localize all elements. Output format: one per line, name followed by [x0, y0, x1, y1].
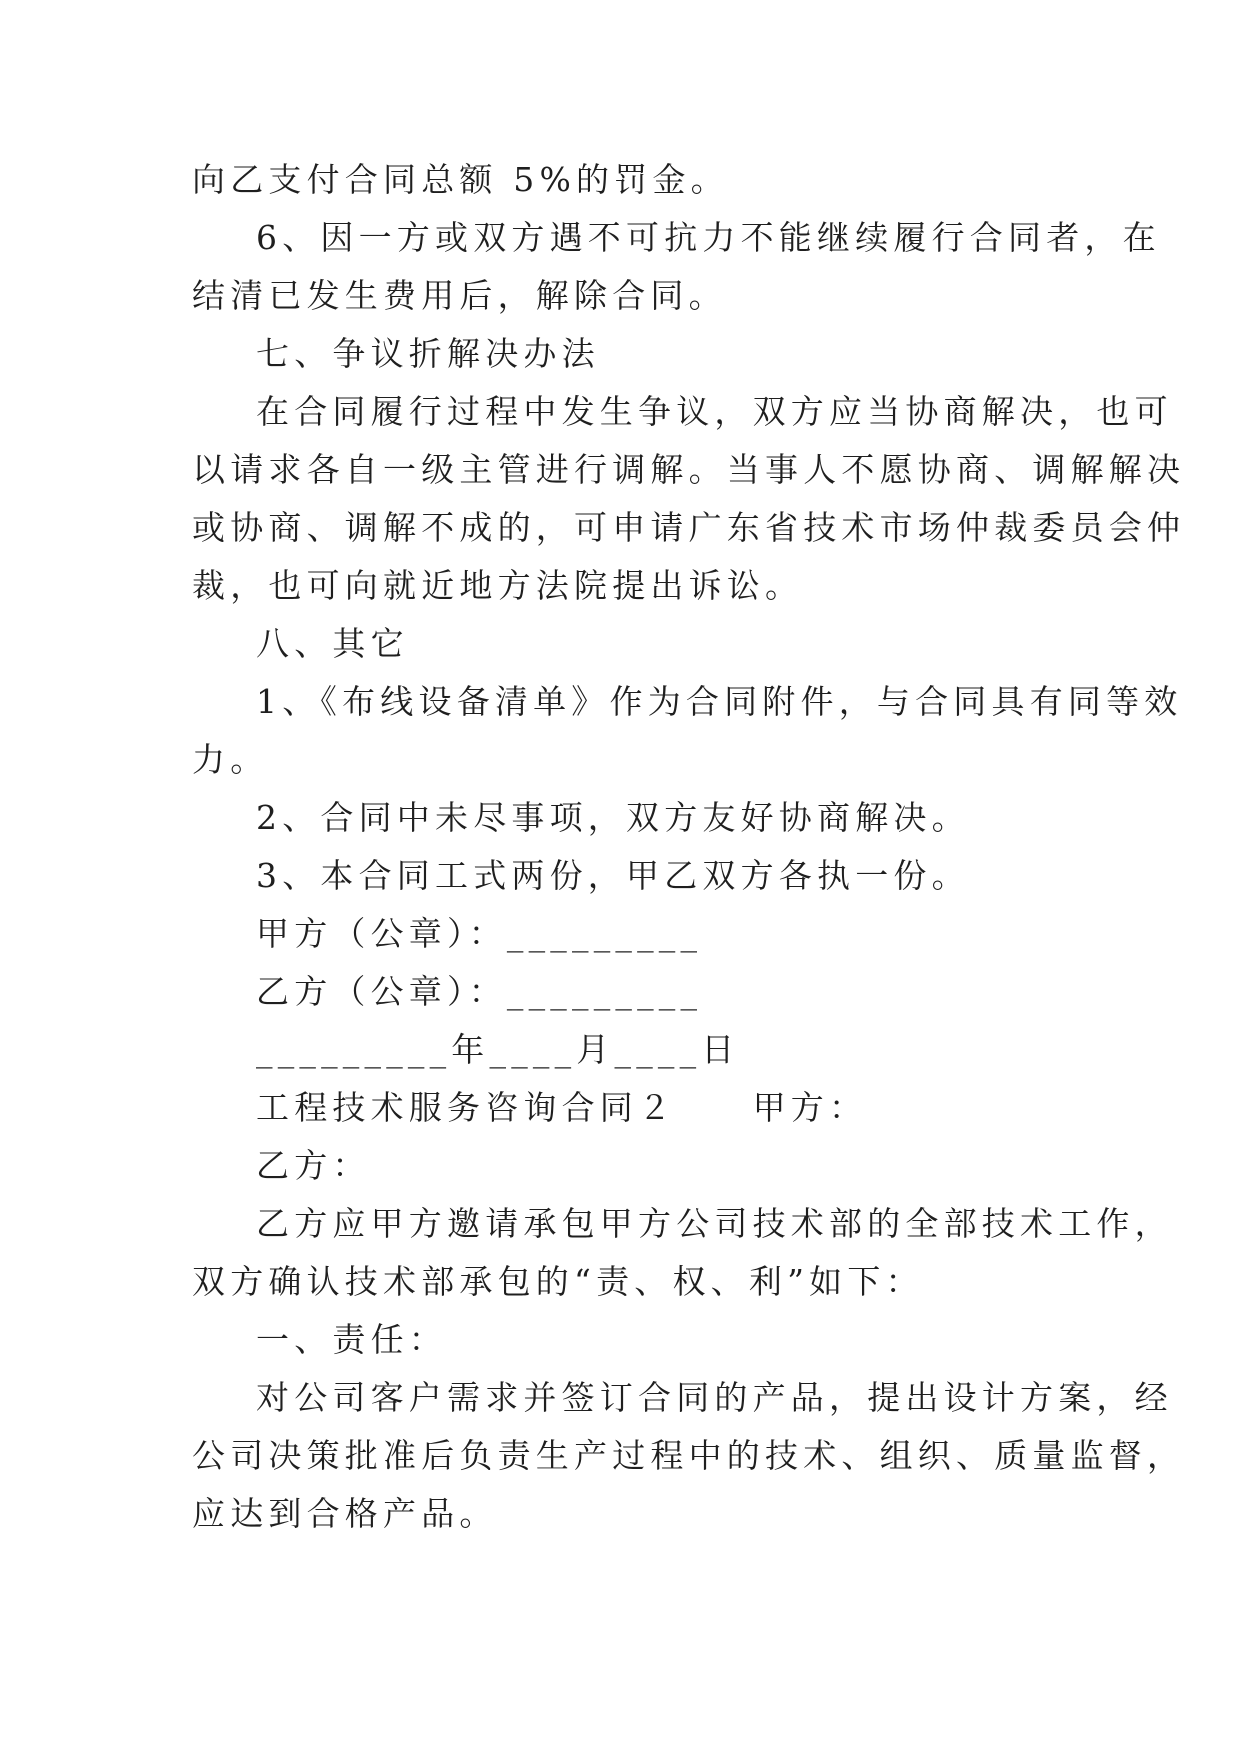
paragraph-line: 力。: [192, 740, 269, 779]
paragraph-line: 或协商、调解不成的，可申请广东省技术市场仲裁委员会仲: [192, 508, 1186, 547]
party-a-signature-line: 甲方（公章）：_________: [256, 914, 703, 953]
paragraph-line: 双方确认技术部承包的“责、权、利”如下：: [192, 1262, 924, 1301]
date-line: _________年____月____日: [256, 1030, 740, 1069]
section-heading: 八、其它: [256, 624, 409, 663]
paragraph-line: 在合同履行过程中发生争议，双方应当协商解决，也可: [256, 392, 1173, 431]
paragraph-line: 乙方应甲方邀请承包甲方公司技术部的全部技术工作，: [256, 1204, 1173, 1243]
paragraph-line: 1、《布线设备清单》作为合同附件，与合同具有同等效: [256, 682, 1183, 721]
paragraph-line: 向乙支付合同总额 5%的罚金。: [192, 160, 729, 199]
party-b-signature-line: 乙方（公章）：_________: [256, 972, 703, 1011]
section-heading: 七、争议折解决办法: [256, 334, 600, 373]
section-heading: 一、责任：: [256, 1320, 447, 1359]
paragraph-line: 6、因一方或双方遇不可抗力不能继续履行合同者，在: [256, 218, 1161, 257]
paragraph-line: 应达到合格产品。: [192, 1494, 498, 1533]
paragraph-line: 2、合同中未尽事项，双方友好协商解决。: [256, 798, 970, 837]
paragraph-line: 公司决策批准后负责生产过程中的技术、组织、质量监督，: [192, 1436, 1186, 1475]
paragraph-line: 以请求各自一级主管进行调解。当事人不愿协商、调解解决: [192, 450, 1186, 489]
party-b-line: 乙方：: [256, 1146, 371, 1185]
contract-title-line: 工程技术服务咨询合同２ 甲方：: [256, 1088, 868, 1127]
paragraph-line: 3、本合同工式两份，甲乙双方各执一份。: [256, 856, 970, 895]
paragraph-line: 裁，也可向就近地方法院提出诉讼。: [192, 566, 804, 605]
paragraph-line: 对公司客户需求并签订合同的产品，提出设计方案，经: [256, 1378, 1173, 1417]
paragraph-line: 结清已发生费用后，解除合同。: [192, 276, 727, 315]
